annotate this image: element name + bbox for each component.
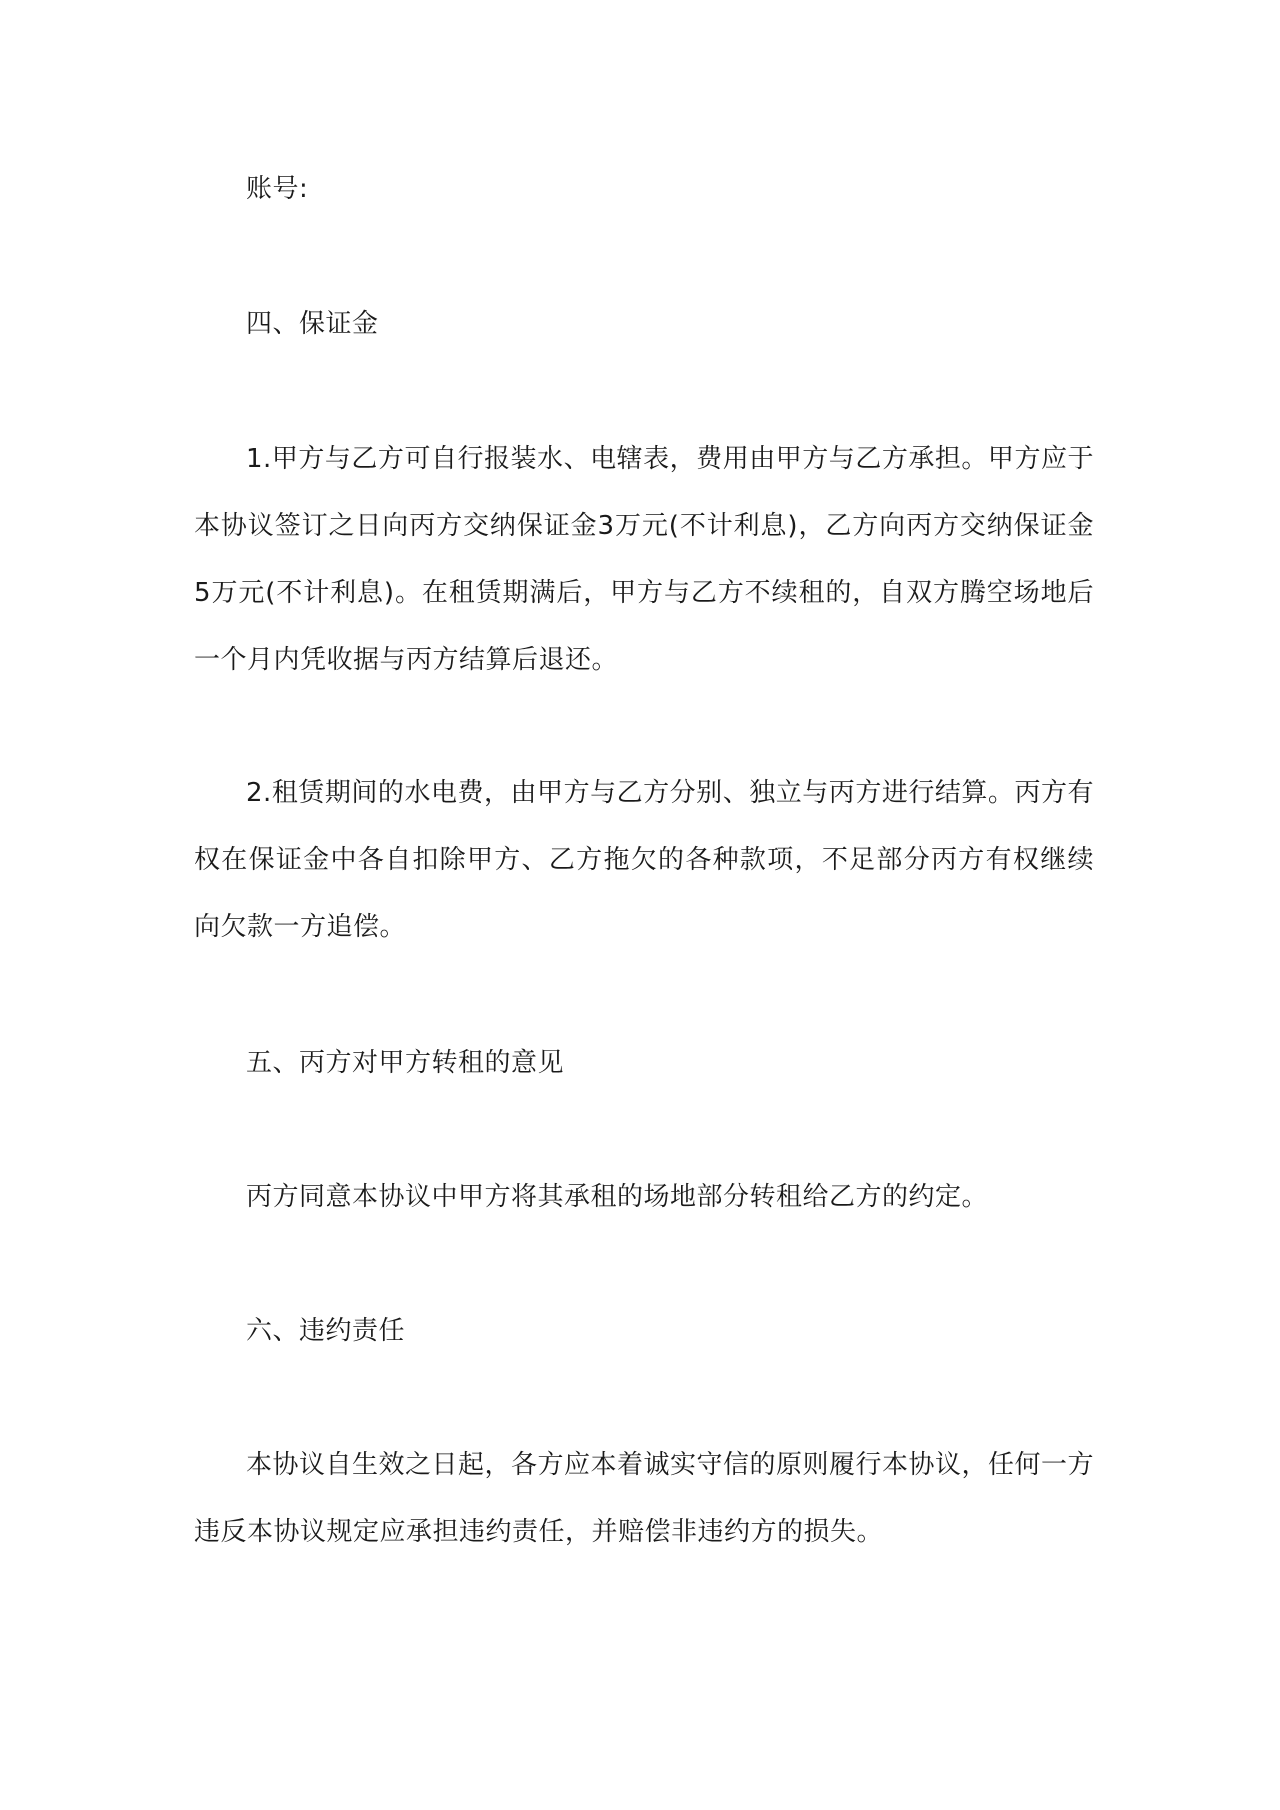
section-4-heading: 四、保证金: [246, 309, 379, 339]
section-5-heading: 五、丙方对甲方转租的意见: [246, 1048, 565, 1078]
account-number-label: 账号:: [246, 174, 309, 204]
section-4-paragraph-1: 1.甲方与乙方可自行报装水、电辖表，费用由甲方与乙方承担。甲方应于本协议签订之日向丙方交纳保证金3万元(不计利息)，乙方向丙方交纳保证金5万元(不计利息)。在租赁期满后，甲方与乙方不续租的，自双方腾空场地后一个月内凭收据与丙方结算后退还。: [194, 444, 1094, 675]
section-5-paragraph-1: 丙方同意本协议中甲方将其承租的场地部分转租给乙方的约定。: [246, 1182, 989, 1212]
section-6-paragraph-1: 本协议自生效之日起，各方应本着诚实守信的原则履行本协议，任何一方违反本协议规定应承担违约责任，并赔偿非违约方的损失。: [194, 1450, 1095, 1547]
section-4-paragraph-2: 2.租赁期间的水电费，由甲方与乙方分别、独立与丙方进行结算。丙方有权在保证金中各自扣除甲方、乙方拖欠的各种款项，不足部分丙方有权继续向欠款一方追偿。: [194, 778, 1094, 942]
section-6-heading: 六、违约责任: [246, 1316, 406, 1346]
